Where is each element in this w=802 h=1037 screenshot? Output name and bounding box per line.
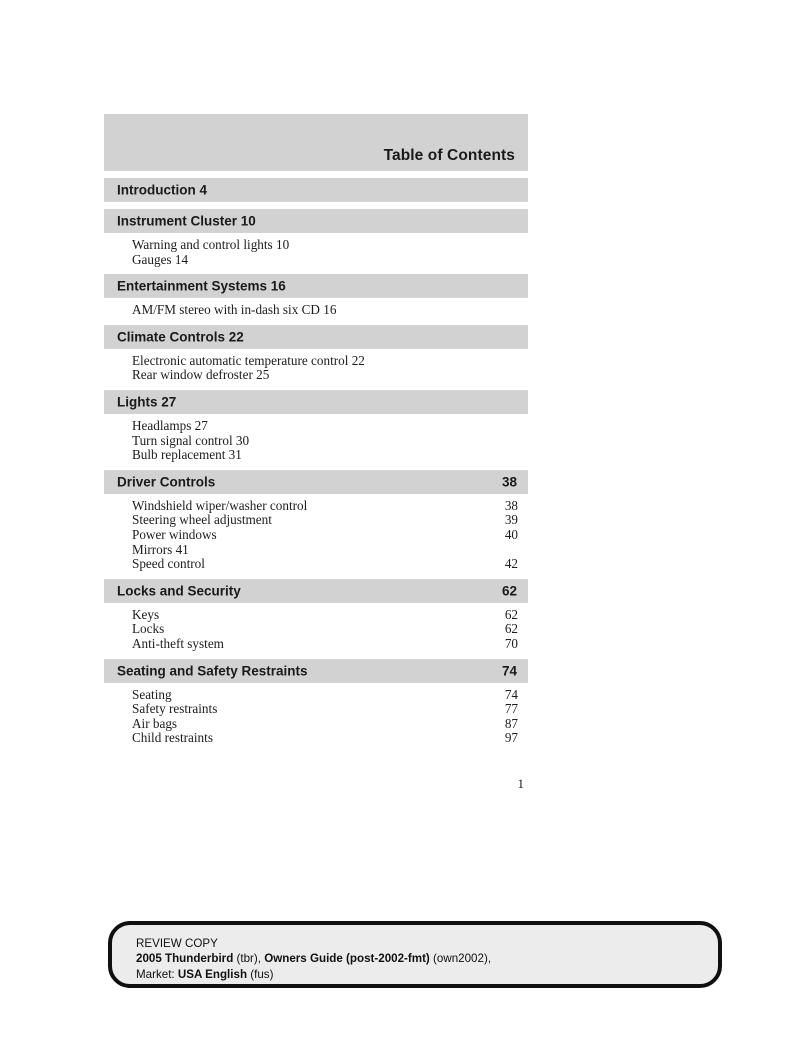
toc-entry-label: Child restraints	[132, 730, 213, 746]
toc-section-label: Lights 27	[117, 394, 177, 410]
toc-entry-label: Steering wheel adjustment	[132, 512, 272, 528]
review-copy-guide-code: (own2002),	[433, 952, 492, 966]
toc-entry-label: AM/FM stereo with in-dash six CD 16	[132, 302, 337, 318]
toc-entry[interactable]	[104, 543, 528, 558]
toc-entry-label: Turn signal control 30	[132, 432, 250, 448]
toc-entry-list	[104, 419, 528, 463]
toc-entry-list	[104, 303, 528, 318]
review-copy-model: 2005 Thunderbird	[136, 952, 234, 966]
toc-entry[interactable]	[104, 528, 528, 543]
toc-entry-page-number: 40	[504, 526, 518, 542]
toc-entry-page-number: 70	[504, 635, 518, 651]
review-copy-guide: Owners Guide (post-2002-fmt)	[264, 952, 430, 966]
toc-title-band	[104, 114, 528, 171]
toc-entry[interactable]	[104, 731, 528, 746]
toc-entry-page-number: 74	[504, 686, 518, 702]
toc-entry[interactable]	[104, 253, 528, 268]
toc-entry[interactable]	[104, 513, 528, 528]
toc-entry-list	[104, 608, 528, 652]
toc-entry-label: Power windows	[132, 526, 217, 542]
toc-entry-label: Headlamps 27	[132, 417, 208, 433]
toc-entry-label: Anti-theft system	[132, 635, 224, 651]
toc-entry[interactable]	[104, 499, 528, 514]
toc-section-label: Introduction 4	[117, 182, 207, 198]
toc-entry-list	[104, 499, 528, 572]
toc-section-page-number: 38	[501, 474, 517, 490]
toc-section-header[interactable]	[104, 274, 528, 298]
toc-entry[interactable]	[104, 238, 528, 253]
toc-entry-label: Warning and control lights 10	[132, 237, 290, 252]
toc-entry[interactable]	[104, 354, 528, 369]
toc-section-header[interactable]	[104, 209, 528, 233]
toc-entry[interactable]	[104, 434, 528, 449]
toc-entry[interactable]	[104, 368, 528, 383]
toc-entry-page-number: 77	[504, 701, 518, 717]
toc-section-label: Seating and Safety Restraints	[117, 663, 308, 678]
toc-entry[interactable]	[104, 717, 528, 732]
toc-entry-page-number: 42	[504, 556, 518, 572]
toc-section-label: Locks and Security	[117, 583, 241, 599]
toc-entry-label: Seating	[132, 686, 172, 702]
toc-section-label: Driver Controls	[117, 474, 216, 490]
toc-entry[interactable]	[104, 637, 528, 652]
toc-section-header[interactable]	[104, 470, 528, 494]
toc-section-label: Entertainment Systems 16	[117, 278, 286, 294]
toc-entry-label: Rear window defroster 25	[132, 367, 270, 383]
toc-section-header[interactable]	[104, 390, 528, 414]
review-copy-line-2	[136, 951, 491, 966]
toc-entry-label: Windshield wiper/washer control	[132, 497, 308, 513]
review-copy-box	[108, 921, 722, 988]
toc-entry[interactable]	[104, 608, 528, 623]
toc-entry-page-number: 38	[504, 497, 518, 513]
toc-entry-page-number: 62	[504, 621, 518, 637]
toc-section-label: Climate Controls 22	[117, 329, 244, 345]
toc-sections-host	[104, 178, 528, 746]
toc-entry-label: Gauges 14	[132, 251, 189, 267]
toc-entry-label: Speed control	[132, 556, 205, 572]
toc-entry-label: Mirrors 41	[132, 541, 189, 557]
toc-entry[interactable]	[104, 688, 528, 703]
toc-section-header[interactable]	[104, 178, 528, 202]
toc-entry-label: Electronic automatic temperature control 22	[132, 352, 365, 368]
toc-entry-list	[104, 688, 528, 746]
toc-entry-label: Bulb replacement 31	[132, 447, 242, 463]
page-title: Table of Contents	[383, 147, 515, 164]
toc-entry[interactable]	[104, 557, 528, 572]
toc-entry-page-number: 97	[504, 730, 518, 746]
toc-entry-page-number: 39	[504, 512, 518, 528]
toc-entry-label: Keys	[132, 606, 160, 622]
toc-entry[interactable]	[104, 448, 528, 463]
review-copy-market-value: USA English	[177, 967, 248, 981]
toc-entry[interactable]	[104, 303, 528, 318]
toc-entry[interactable]	[104, 702, 528, 717]
review-copy-market-code: (fus)	[250, 967, 274, 981]
review-copy-market-label: Market:	[136, 967, 175, 981]
toc-entry-label: Locks	[132, 621, 165, 637]
page-folio: 1	[517, 776, 524, 791]
toc-entry[interactable]	[104, 419, 528, 434]
toc-section-header[interactable]	[104, 579, 528, 603]
toc-entry-list	[104, 238, 528, 267]
table-of-contents	[104, 114, 528, 750]
toc-section-header[interactable]	[104, 325, 528, 349]
review-copy-line-3	[136, 967, 491, 982]
toc-section-header[interactable]	[104, 659, 528, 683]
review-copy-model-code: (tbr),	[236, 952, 261, 966]
toc-entry-list	[104, 354, 528, 383]
toc-entry-page-number: 87	[504, 715, 518, 731]
review-copy-line-1: REVIEW COPY	[136, 937, 218, 950]
toc-section-label: Instrument Cluster 10	[117, 213, 256, 229]
toc-entry-label: Safety restraints	[132, 701, 218, 717]
toc-entry-page-number: 62	[504, 606, 518, 622]
review-copy-text	[136, 936, 491, 982]
toc-entry-label: Air bags	[132, 715, 178, 731]
toc-entry[interactable]	[104, 622, 528, 637]
toc-section-page-number: 74	[501, 663, 517, 678]
toc-section-page-number: 62	[501, 583, 517, 599]
